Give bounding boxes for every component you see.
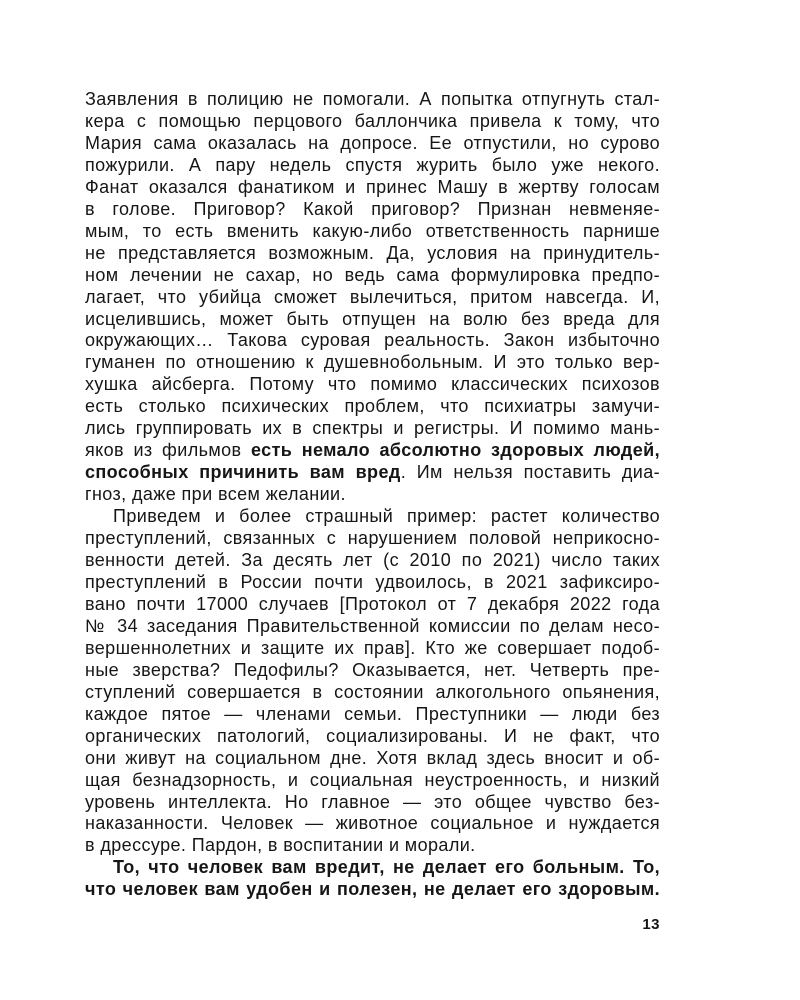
bold-text-run: способных причинить вам вред [85,462,401,483]
text-line: гноз, даже при всем желании. [85,484,346,505]
text-line: Мария сама оказалась на допросе. Ее отпустили, но сурово [85,132,660,153]
text-run: яков из фильмов [85,440,251,461]
text-line: они живут на социальном дне. Хотя вклад здесь вносит и об- [85,747,660,768]
text-line: преступлений в России почти удвоилось, в 2021 зафиксиро- [85,571,660,592]
text-line: исцелившись, может быть отпущен на волю без вреда для [85,308,660,329]
text-line: в дрессуре. Пардон, в воспитании и морали. [85,835,476,856]
text-line: Заявления в полицию не помогали. А попытка отпугнуть стал- [85,89,660,109]
text-run: . Им нельзя поставить диа- [400,462,660,483]
text-line: вершеннолетних и защите их прав]. Кто же совершает подоб- [85,637,660,658]
text-line: лись группировать их в спектры и регистры. И помимо мань- [85,418,660,439]
text-block [85,89,660,901]
text-line [85,440,660,462]
text-line: в голове. Приговор? Какой приговор? Признан невменяе- [85,198,660,219]
text-line: венности детей. За десять лет (с 2010 по 2021) число таких [85,550,660,571]
text-line: кера с помощью перцового баллончика привела к тому, что [85,110,660,131]
text-line: не представляется возможным. Да, условия на принудитель- [85,242,660,263]
page-number: 13 [642,916,660,933]
text-line: есть столько психических проблем, что психиатры замучи- [85,396,660,417]
text-line: ступлений совершается в состоянии алкогольного опьянения, [85,681,660,702]
text-line: пожурили. А пару недель спустя журить было уже некого. [85,154,660,175]
text-line: преступлений, связанных с нарушением половой неприкосно- [85,528,660,549]
paragraph [85,506,660,857]
text-line: щая безнадзорность, и социальная неустроенность, и низкий [85,769,660,790]
text-line: наказанности. Человек — животное социальное и нуждается [85,813,660,834]
text-line: хушка айсберга. Потому что помимо классических психозов [85,374,660,395]
text-line: ные зверства? Педофилы? Оказывается, нет. Четверть пре- [85,659,660,680]
text-line: Приведем и более страшный пример: растет количество [113,506,660,527]
text-line: гуманен по отношению к душевнобольным. И это только вер- [85,352,660,373]
text-line: окружающих… Такова суровая реальность. Закон избыточно [85,330,660,351]
text-line: лагает, что убийца сможет вылечиться, притом навсегда. И, [85,286,660,307]
text-line: То, что человек вам вредит, не делает его больным. То, [113,857,660,878]
text-line: Фанат оказался фанатиком и принес Машу в жертву голосам [85,176,660,197]
bold-text-run: есть немало абсолютно здоровых людей, [250,440,660,461]
text-line [85,462,660,484]
paragraph [85,89,660,506]
text-line: № 34 заседания Правительственной комиссии по делам несо- [85,615,660,636]
text-line: каждое пятое — членами семьи. Преступники — люди без [85,703,660,724]
text-line: мым, то есть вменить какую-либо ответственность парнише [85,220,660,241]
text-line: что человек вам удобен и полезен, не делает его здоровым. [85,879,660,900]
text-line: ном лечении не сахар, но ведь сама формулировка предпо- [85,264,660,285]
paragraph [85,857,660,901]
text-line: органических патологий, социализированы. И не факт, что [85,725,660,746]
text-line: уровень интеллекта. Но главное — это общее чувство без- [85,791,660,812]
text-line: вано почти 17000 случаев [Протокол от 7 декабря 2022 года [85,593,660,614]
